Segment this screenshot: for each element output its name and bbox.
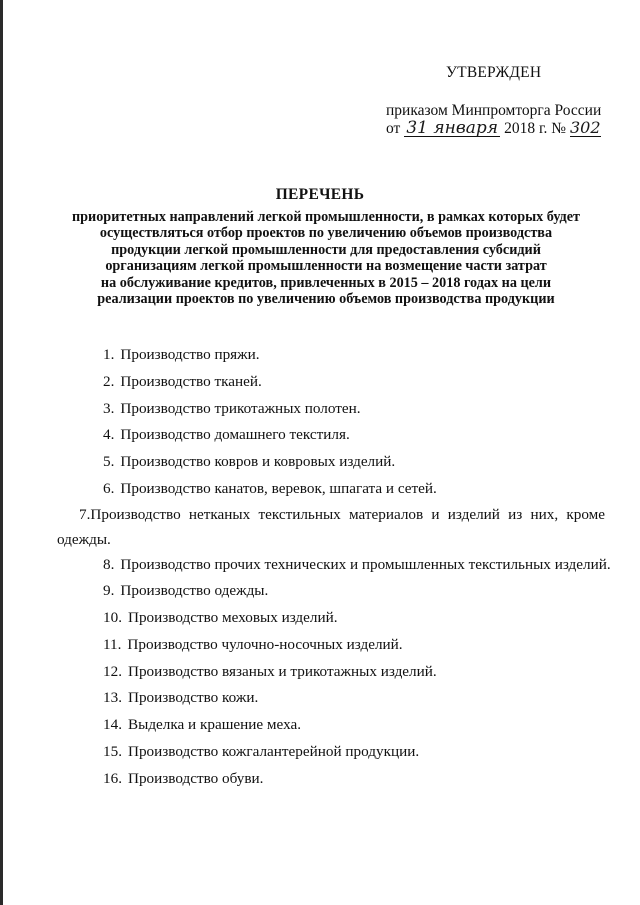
document-subtitle [40, 209, 612, 307]
list-item: 12. Производство вязаных и трикотажных изделий. [103, 663, 437, 680]
scan-edge-shadow [0, 0, 3, 905]
list-item: 7.Производство нетканых текстильных материалов и изделий из них, кроме одежды. [57, 506, 605, 548]
subtitle-line: на обслуживание кредитов, привлеченных в 2015 – 2018 годах на цели [100, 274, 552, 291]
list-item: 14. Выделка и крашение меха. [103, 716, 302, 733]
handwritten-date: 31 января [404, 120, 500, 137]
subtitle-line: организациям легкой промышленности на возмещение части затрат [105, 258, 547, 275]
document-title: ПЕРЕЧЕНЬ [275, 186, 365, 203]
subtitle-line: осуществляться отбор проектов по увеличению объемов производства [99, 225, 553, 242]
list-item: 9. Производство одежды. [103, 582, 269, 599]
order-line: приказом Минпромторга России [386, 102, 602, 119]
list-item: 8. Производство прочих технических и промышленных текстильных изделий. [103, 556, 611, 573]
list-item: 3. Производство трикотажных полотен. [103, 400, 361, 417]
subtitle-line: реализации проектов по увеличению объемов производства продукции [97, 291, 555, 308]
list-item: 13. Производство кожи. [103, 689, 259, 706]
subtitle-line: продукции легкой промышленности для предоставления субсидий [111, 241, 541, 258]
approved-label: УТВЕРЖДЕН [446, 64, 542, 81]
list-item: 1. Производство пряжи. [103, 346, 260, 363]
list-item: 4. Производство домашнего текстиля. [103, 426, 350, 443]
list-item: 2. Производство тканей. [103, 373, 262, 390]
list-item: 16. Производство обуви. [103, 770, 264, 787]
subtitle-line: приоритетных направлений легкой промышленности, в рамках которых будет [71, 209, 581, 225]
year-suffix: 2018 г. № [504, 120, 567, 137]
list-item: 11. Производство чулочно-носочных изделий. [103, 636, 403, 653]
handwritten-order-number: 302 [569, 118, 601, 137]
list-item: 5. Производство ковров и ковровых изделий. [103, 453, 396, 470]
date-line [386, 120, 601, 138]
list-item: 10. Производство меховых изделий. [103, 609, 338, 626]
list-item: 6. Производство канатов, веревок, шпагата и сетей. [103, 480, 437, 497]
list-item: 15. Производство кожгалантерейной продукции. [103, 743, 420, 760]
date-prefix: от [386, 120, 401, 137]
